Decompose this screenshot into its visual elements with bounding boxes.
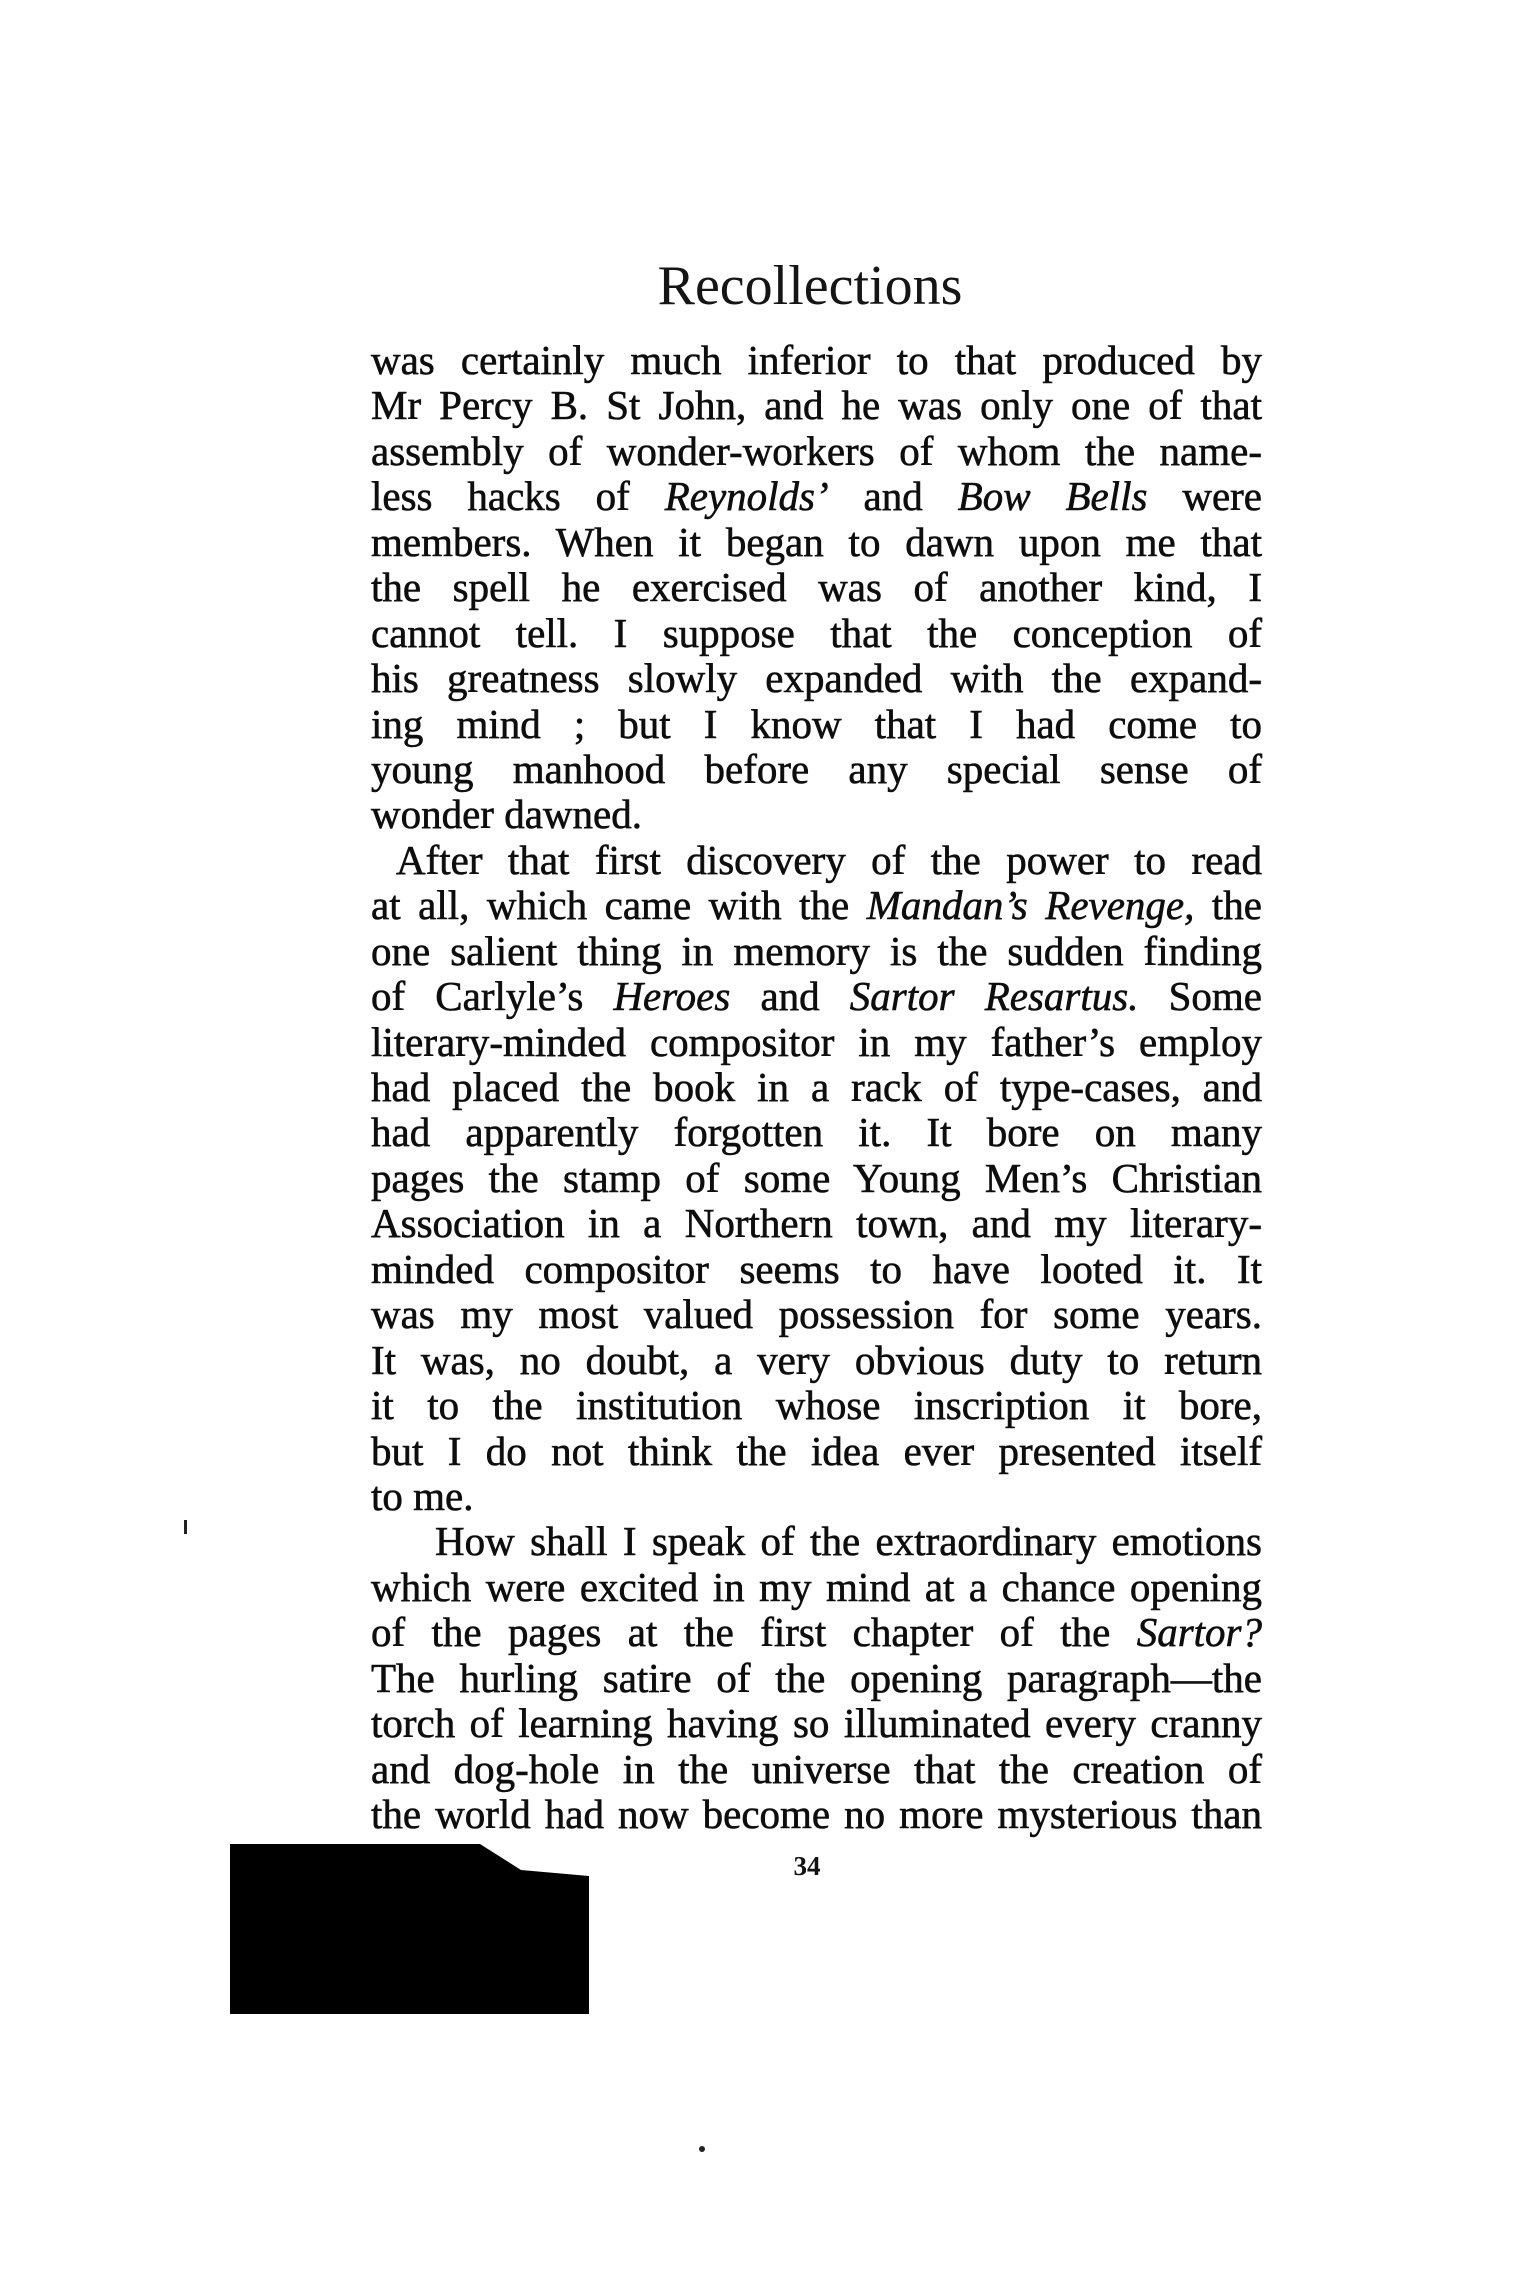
- text-line: [371, 1156, 1262, 1201]
- text-line: [371, 611, 1262, 656]
- line-text: and: [730, 973, 850, 1020]
- line-text: literary-minded compositor in my father’s employ: [371, 1018, 1262, 1065]
- running-head: Recollections: [657, 255, 963, 317]
- line-text: and: [828, 473, 958, 520]
- scan-mark: [184, 1520, 187, 1534]
- text-line: [371, 1020, 1262, 1065]
- text-line: [371, 1565, 1262, 1610]
- italic-title: Heroes: [613, 973, 731, 1020]
- text-line: [371, 1065, 1262, 1110]
- text-line: [371, 1610, 1262, 1655]
- italic-title: Reynolds’: [664, 473, 829, 520]
- paragraph: [371, 1519, 1262, 1837]
- text-line: [371, 338, 1262, 383]
- text-line: [371, 1110, 1262, 1155]
- line-text: Association in a Northern town, and my literary-: [371, 1200, 1262, 1247]
- paragraph: [371, 338, 1262, 838]
- text-line: [371, 383, 1262, 428]
- text-line: [371, 1792, 1262, 1837]
- italic-title: Mandan’s Revenge,: [866, 882, 1195, 929]
- text-line: [371, 747, 1262, 792]
- line-text: at all, which came with the: [371, 882, 867, 929]
- line-text: had apparently forgotten it. It bore on many: [371, 1109, 1262, 1156]
- text-line: [371, 429, 1262, 474]
- text-line: [371, 474, 1262, 519]
- line-text: it to the institution whose inscription it bore,: [371, 1382, 1262, 1429]
- line-text: the spell he exercised was of another kind, I: [371, 564, 1262, 611]
- line-text: of Carlyle’s: [371, 973, 614, 1020]
- italic-title: Bow Bells: [957, 473, 1148, 520]
- text-line: [371, 1701, 1262, 1746]
- text-line: [371, 1429, 1262, 1474]
- line-text: had placed the book in a rack of type-cases, and: [371, 1064, 1262, 1110]
- line-text: minded compositor seems to have looted it. It: [371, 1245, 1262, 1292]
- text-line: [371, 1474, 1262, 1519]
- text-line: [371, 1519, 1262, 1564]
- italic-title: Sartor?: [1136, 1609, 1262, 1656]
- black-rectangle-shape: [230, 1844, 589, 2014]
- line-text: the world had now become no more mysterious than: [371, 1791, 1262, 1837]
- text-line: [371, 929, 1262, 974]
- text-line: [371, 974, 1262, 1019]
- italic-title: Sartor Resartus.: [849, 973, 1139, 1020]
- line-text: Some: [1138, 973, 1262, 1020]
- text-line: [371, 1383, 1262, 1428]
- text-line: [371, 838, 1262, 883]
- line-text: and dog-hole in the universe that the creation of: [371, 1745, 1262, 1792]
- line-text: less hacks of: [371, 473, 665, 520]
- line-text: which were excited in my mind at a chance opening: [371, 1563, 1262, 1610]
- line-text: the: [1194, 882, 1263, 929]
- text-line: [371, 1201, 1262, 1246]
- line-text: The hurling satire of the opening paragraph—the: [371, 1654, 1262, 1701]
- line-text: was my most valued possession for some years.: [371, 1291, 1262, 1338]
- line-text: young manhood before any special sense of: [371, 745, 1262, 792]
- line-text: were: [1147, 473, 1262, 520]
- line-text: was certainly much inferior to that produced by: [371, 337, 1262, 383]
- line-text: his greatness slowly expanded with the expand-: [371, 655, 1262, 702]
- line-text: torch of learning having so illuminated every cranny: [371, 1700, 1262, 1747]
- text-line: [371, 702, 1262, 747]
- page-number: 34: [793, 1851, 821, 1881]
- text-line: [371, 565, 1262, 610]
- line-text: Mr Percy B. St John, and he was only one of that: [371, 382, 1262, 429]
- line-text: wonder dawned.: [371, 791, 642, 838]
- text-line: [371, 1747, 1262, 1792]
- text-line: [371, 883, 1262, 928]
- line-text: How shall I speak of the extraordinary emotions: [435, 1518, 1262, 1565]
- body-text: [371, 338, 1262, 1837]
- line-text: to me.: [371, 1472, 474, 1519]
- text-line: [371, 520, 1262, 565]
- scan-dot: [699, 2146, 705, 2152]
- line-text: members. When it began to dawn upon me that: [371, 518, 1262, 565]
- text-line: [371, 1338, 1262, 1383]
- text-line: [371, 792, 1262, 837]
- text-line: [371, 1247, 1262, 1292]
- line-text: assembly of wonder-workers of whom the name-: [371, 427, 1262, 474]
- black-rectangle: [230, 1844, 589, 2014]
- line-text: but I do not think the idea ever presented itself: [371, 1427, 1262, 1474]
- line-text: cannot tell. I suppose that the conception of: [371, 609, 1262, 656]
- text-line: [371, 1292, 1262, 1337]
- line-text: It was, no doubt, a very obvious duty to return: [371, 1336, 1262, 1383]
- line-text: ing mind ; but I know that I had come to: [371, 700, 1262, 747]
- line-text: After that first discovery of the power to read: [396, 836, 1262, 883]
- paragraph: [371, 838, 1262, 1520]
- line-text: pages the stamp of some Young Men’s Christian: [371, 1154, 1262, 1201]
- text-line: [371, 656, 1262, 701]
- text-line: [371, 1656, 1262, 1701]
- line-text: one salient thing in memory is the sudden finding: [371, 927, 1262, 974]
- line-text: of the pages at the first chapter of the: [371, 1609, 1137, 1656]
